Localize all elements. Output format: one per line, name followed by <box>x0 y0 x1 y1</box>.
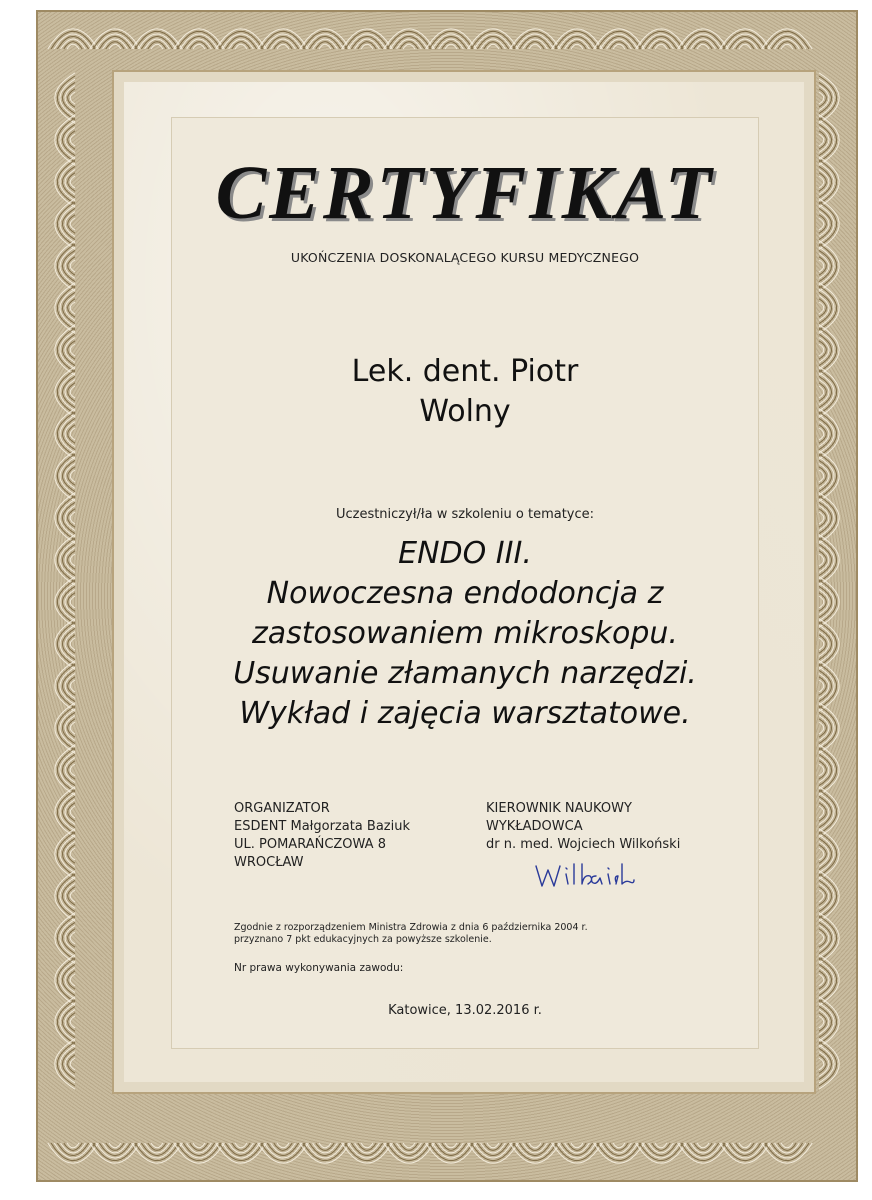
border-fan-ornament <box>636 1143 686 1163</box>
scientific-lead-block <box>486 800 680 854</box>
border-fan-ornament <box>819 661 839 711</box>
border-fan-ornament <box>819 115 839 165</box>
license-number-label: Nr prawa wykonywania zawodu: <box>234 962 404 974</box>
border-fan-ornament <box>819 703 839 753</box>
border-fan-ornament <box>342 1143 392 1163</box>
border-fan-ornament <box>132 1143 182 1163</box>
place-and-date: Katowice, 13.02.2016 r. <box>388 1003 542 1018</box>
border-fan-ornament <box>468 1143 518 1163</box>
border-fan-ornament <box>55 829 75 879</box>
border-fan-ornament <box>594 1143 644 1163</box>
lead-heading: KIEROWNIK NAUKOWY <box>486 801 632 816</box>
border-fan-ornament <box>636 29 686 49</box>
organizer-block <box>234 800 410 872</box>
border-fan-ornament <box>55 913 75 963</box>
certificate-subtitle: UKOŃCZENIA DOSKONALĄCEGO KURSU MEDYCZNEGO <box>290 250 640 265</box>
border-fan-ornament <box>216 1143 266 1163</box>
border-fan-ornament <box>55 745 75 795</box>
border-fan-ornament <box>819 157 839 207</box>
border-fan-ornament <box>594 29 644 49</box>
border-fan-ornament <box>819 73 839 123</box>
border-fan-ornament <box>55 325 75 375</box>
border-fan-ornament <box>55 955 75 1005</box>
topic-line: Usuwanie złamanych narzędzi. <box>233 656 697 691</box>
legal-note <box>234 922 588 946</box>
topic-line: zastosowaniem mikroskopu. <box>252 616 678 651</box>
participation-intro: Uczestniczył/ła w szkoleniu o tematyce: <box>335 507 595 522</box>
border-fan-ornament <box>819 367 839 417</box>
border-fan-ornament <box>468 29 518 49</box>
topic-line: ENDO III. <box>398 536 532 571</box>
border-fan-ornament <box>174 1143 224 1163</box>
border-fan-ornament <box>55 577 75 627</box>
border-fan-ornament <box>300 29 350 49</box>
border-fan-ornament <box>55 199 75 249</box>
border-fan-ornament <box>819 241 839 291</box>
recipient-line-2: Wolny <box>419 394 511 429</box>
border-fan-ornament <box>55 787 75 837</box>
border-fan-ornament <box>819 577 839 627</box>
border-fan-ornament <box>55 997 75 1047</box>
border-fan-ornament <box>552 29 602 49</box>
border-fan-ornament <box>55 115 75 165</box>
border-fan-ornament <box>258 1143 308 1163</box>
border-fan-ornament <box>55 619 75 669</box>
certificate-title: CERTYFIKAT <box>215 151 715 235</box>
border-fan-ornament <box>55 493 75 543</box>
border-fan-ornament <box>132 29 182 49</box>
border-fan-ornament <box>55 241 75 291</box>
border-fan-ornament <box>819 787 839 837</box>
border-fan-ornament <box>342 29 392 49</box>
border-fan-ornament <box>678 29 728 49</box>
signature-scribble <box>530 860 640 894</box>
border-fan-ornament <box>819 1039 839 1089</box>
border-fan-ornament <box>55 871 75 921</box>
border-fan-ornament <box>819 871 839 921</box>
border-fan-ornament <box>819 325 839 375</box>
border-fan-ornament <box>819 997 839 1047</box>
border-fan-ornament <box>819 955 839 1005</box>
border-fan-ornament <box>384 29 434 49</box>
border-fan-ornament <box>819 451 839 501</box>
border-fan-ornament <box>55 661 75 711</box>
border-fan-ornament <box>426 29 476 49</box>
border-fan-ornament <box>55 283 75 333</box>
border-fan-ornament <box>678 1143 728 1163</box>
border-fan-ornament <box>762 29 812 49</box>
legal-note-line-1: Zgodnie z rozporządzeniem Ministra Zdrowia z dnia 6 października 2004 r. <box>234 922 588 933</box>
organizer-city: WROCŁAW <box>234 855 304 870</box>
border-fan-ornament <box>55 451 75 501</box>
border-fan-ornament <box>300 1143 350 1163</box>
border-fan-ornament <box>48 1143 98 1163</box>
border-fan-ornament <box>819 535 839 585</box>
recipient-name <box>200 352 730 432</box>
border-fan-ornament <box>819 745 839 795</box>
lead-name: dr n. med. Wojciech Wilkoński <box>486 837 681 852</box>
border-fan-ornament <box>819 283 839 333</box>
organizer-heading: ORGANIZATOR <box>234 801 330 816</box>
border-fan-ornament <box>90 29 140 49</box>
border-fan-ornament <box>55 703 75 753</box>
legal-note-line-2: przyznano 7 pkt edukacyjnych za powyższe szkolenie. <box>234 934 492 945</box>
border-fan-ornament <box>90 1143 140 1163</box>
border-fan-ornament <box>819 829 839 879</box>
border-fan-ornament <box>510 1143 560 1163</box>
border-fan-ornament <box>819 619 839 669</box>
organizer-street: UL. POMARAŃCZOWA 8 <box>234 837 386 852</box>
border-fan-ornament <box>48 29 98 49</box>
border-fan-ornament <box>258 29 308 49</box>
border-fan-ornament <box>55 157 75 207</box>
border-fan-ornament <box>384 1143 434 1163</box>
lead-role: WYKŁADOWCA <box>486 819 583 834</box>
border-fan-ornament <box>819 493 839 543</box>
border-fan-ornament <box>55 367 75 417</box>
border-fan-ornament <box>216 29 266 49</box>
border-fan-ornament <box>819 913 839 963</box>
border-fan-ornament <box>819 409 839 459</box>
border-fan-ornament <box>55 1039 75 1089</box>
border-fan-ornament <box>720 1143 770 1163</box>
handwritten-signature <box>530 860 640 898</box>
border-fan-ornament <box>55 73 75 123</box>
border-fan-ornament <box>552 1143 602 1163</box>
topic-line: Nowoczesna endodoncja z <box>266 576 664 611</box>
topic-line: Wykład i zajęcia warsztatowe. <box>239 696 691 731</box>
border-fan-ornament <box>426 1143 476 1163</box>
organizer-name: ESDENT Małgorzata Baziuk <box>234 819 410 834</box>
border-fan-ornament <box>819 199 839 249</box>
recipient-line-1: Lek. dent. Piotr <box>351 354 579 389</box>
border-fan-ornament <box>174 29 224 49</box>
border-fan-ornament <box>55 535 75 585</box>
border-fan-ornament <box>762 1143 812 1163</box>
border-fan-ornament <box>55 409 75 459</box>
border-fan-ornament <box>510 29 560 49</box>
border-fan-ornament <box>720 29 770 49</box>
course-topic <box>180 534 750 734</box>
